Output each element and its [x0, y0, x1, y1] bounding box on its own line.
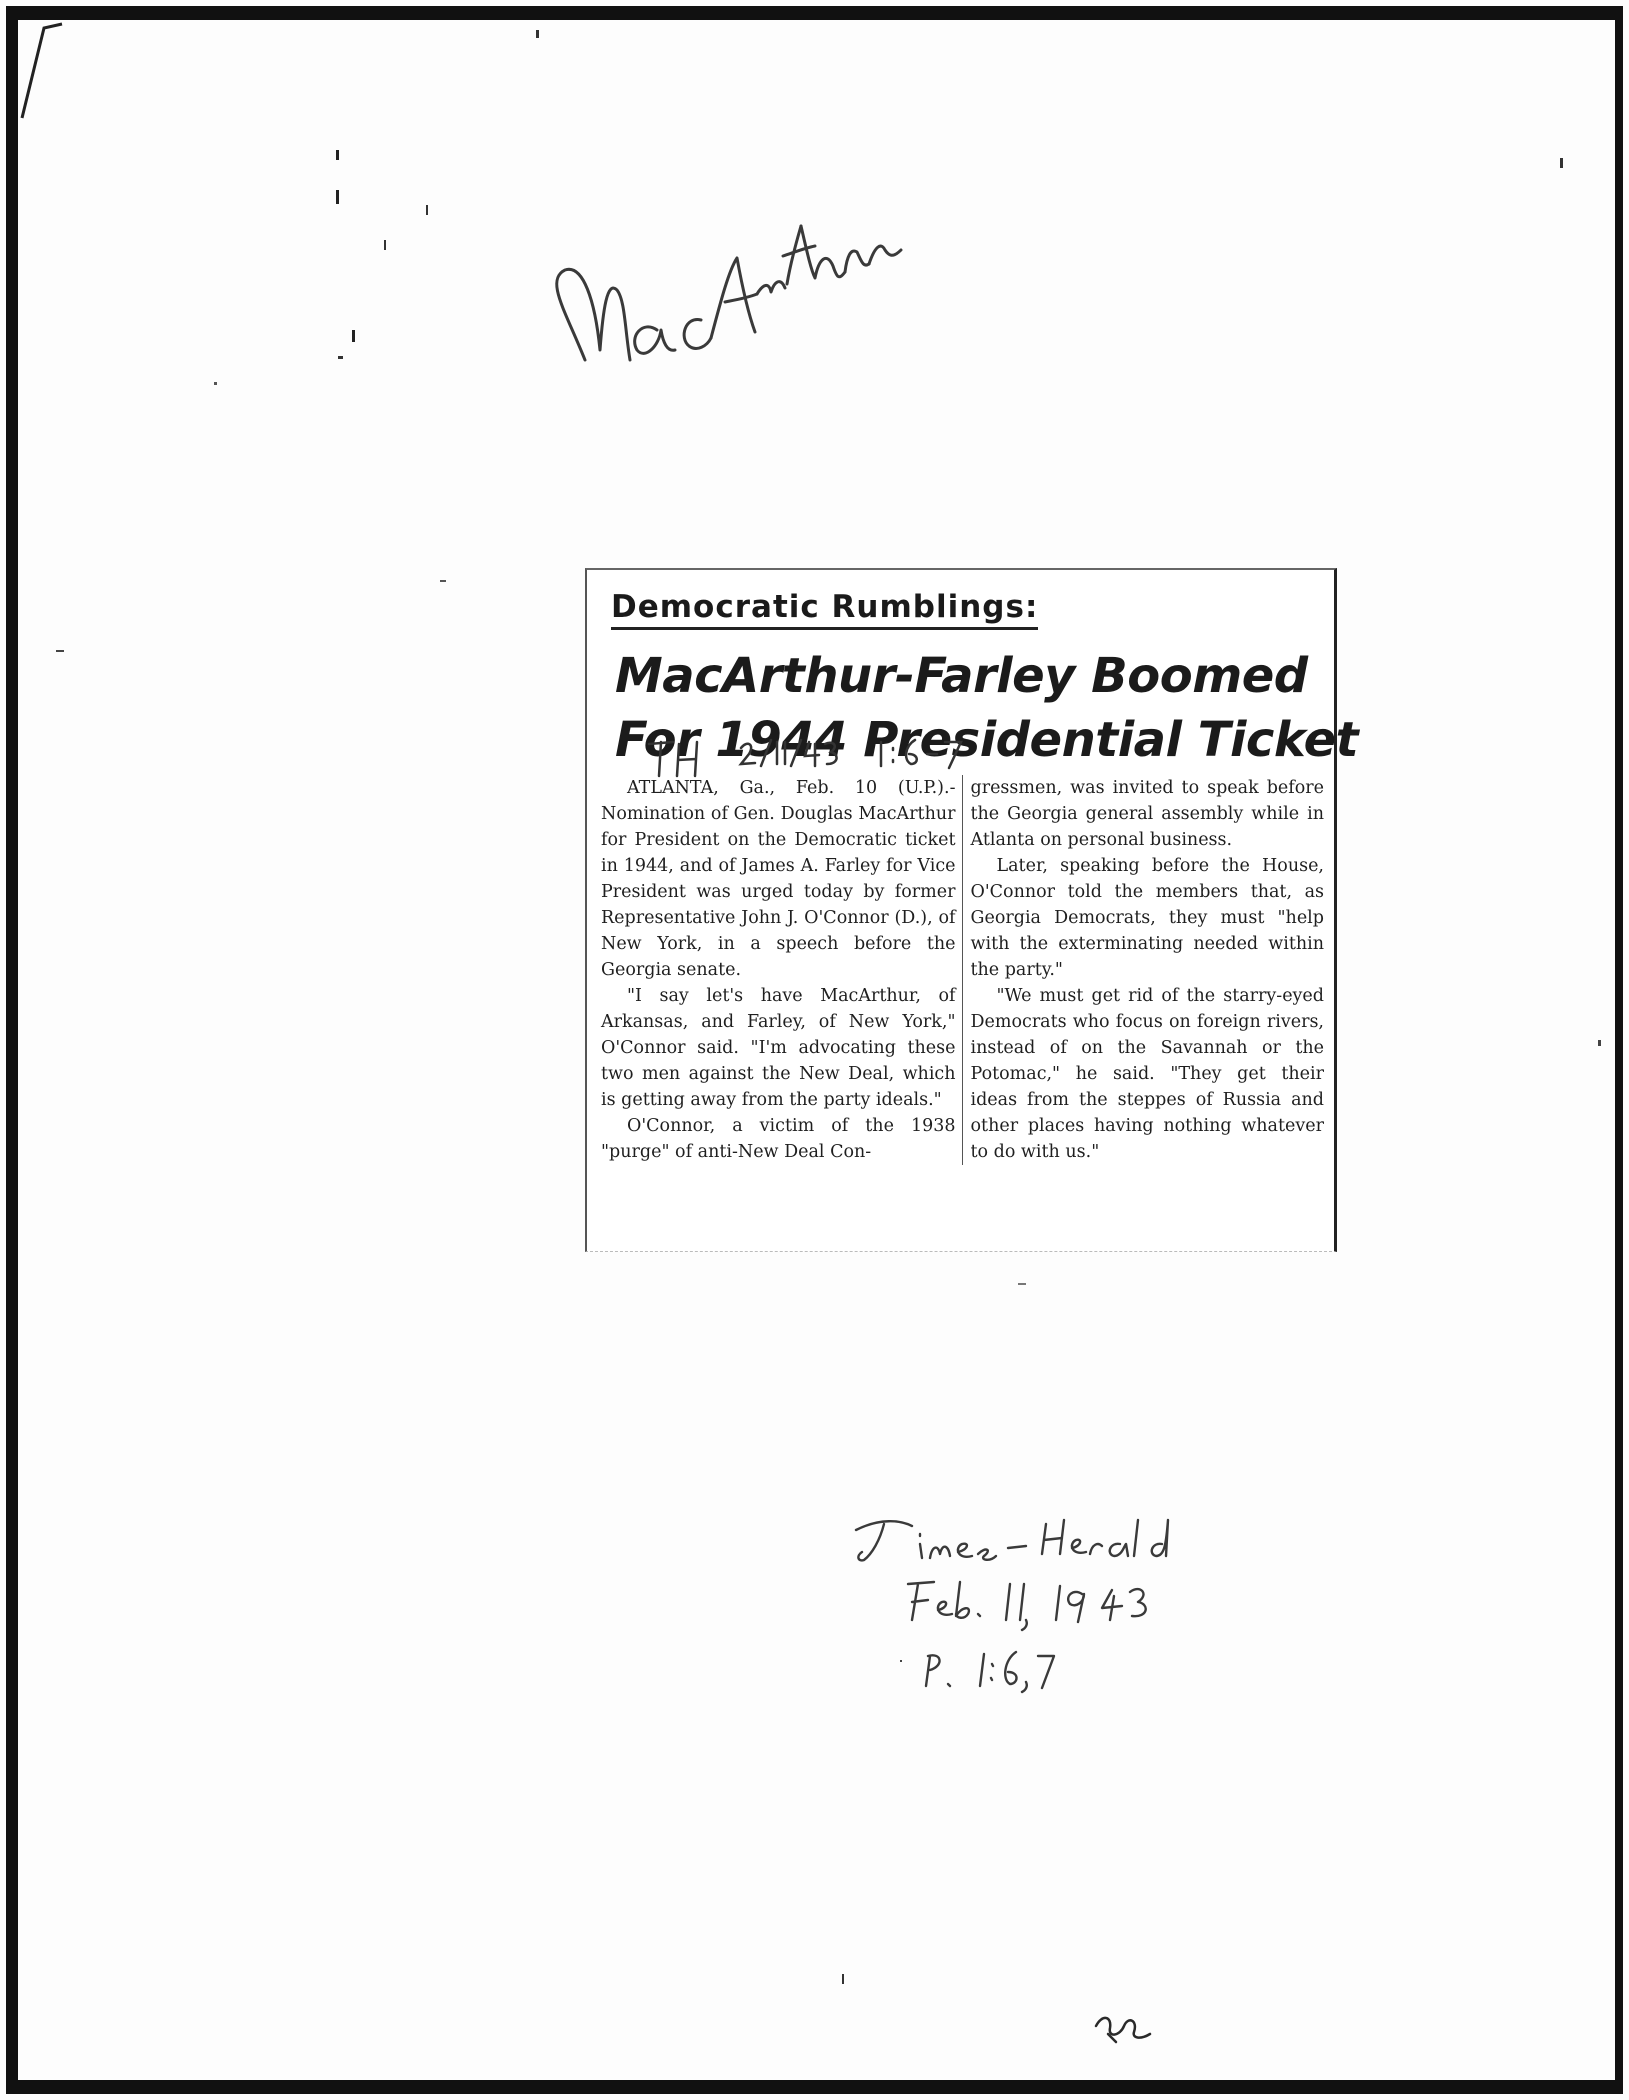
newspaper-clipping [585, 568, 1359, 1252]
col1-paragraph-2: "I say let's have MacArthur, of Arkansas, and Farley, of New York," O'Connor said. "I'm advocating these two men against the New Deal, which is getting away from the party ideals." [601, 986, 956, 1111]
col1-paragraph-3: O'Connor, a victim of the 1938 "purge" of anti-New Deal Con- [601, 1116, 956, 1163]
col1-paragraph-1: ATLANTA, Ga., Feb. 10 (U.P.).- Nomination of Gen. Douglas MacArthur for President on the Democratic ticket in 1944, and of James A. Farley for Vice President was urged today by former Representative John J. O'Connor (D.), of New York, in a speech before the Georgia senate. [601, 778, 956, 981]
handwritten-macarthur [525, 160, 925, 420]
headline-line-2: For 1944 Presidential Ticket [615, 712, 1359, 769]
col2-paragraph-2: Later, speaking before the House, O'Connor told the members that, as Georgia Democrats, they must "help with the exterminating needed within the party." [970, 856, 1324, 981]
article-column-2 [963, 775, 1325, 1165]
headline-line-1: MacArthur-Farley Boomed [615, 647, 1308, 704]
article-columns [601, 775, 1324, 1165]
bottom-pen-mark [1090, 2006, 1160, 2046]
corner-fold-mark [14, 18, 74, 128]
section-kicker: Democratic Rumblings: [611, 590, 1038, 630]
article-column-1 [601, 775, 963, 1165]
col2-paragraph-3: "We must get rid of the starry-eyed Democrats who focus on foreign rivers, instead of on the Savannah or the Potomac," he said. "They get their ideas from the steppes of Russia and other places having nothing whatever to do with us." [970, 986, 1324, 1163]
handwritten-source-note [850, 1510, 1210, 1710]
col2-paragraph-1: gressmen, was invited to speak before the Georgia general assembly while in Atlanta on personal business. [970, 778, 1324, 851]
